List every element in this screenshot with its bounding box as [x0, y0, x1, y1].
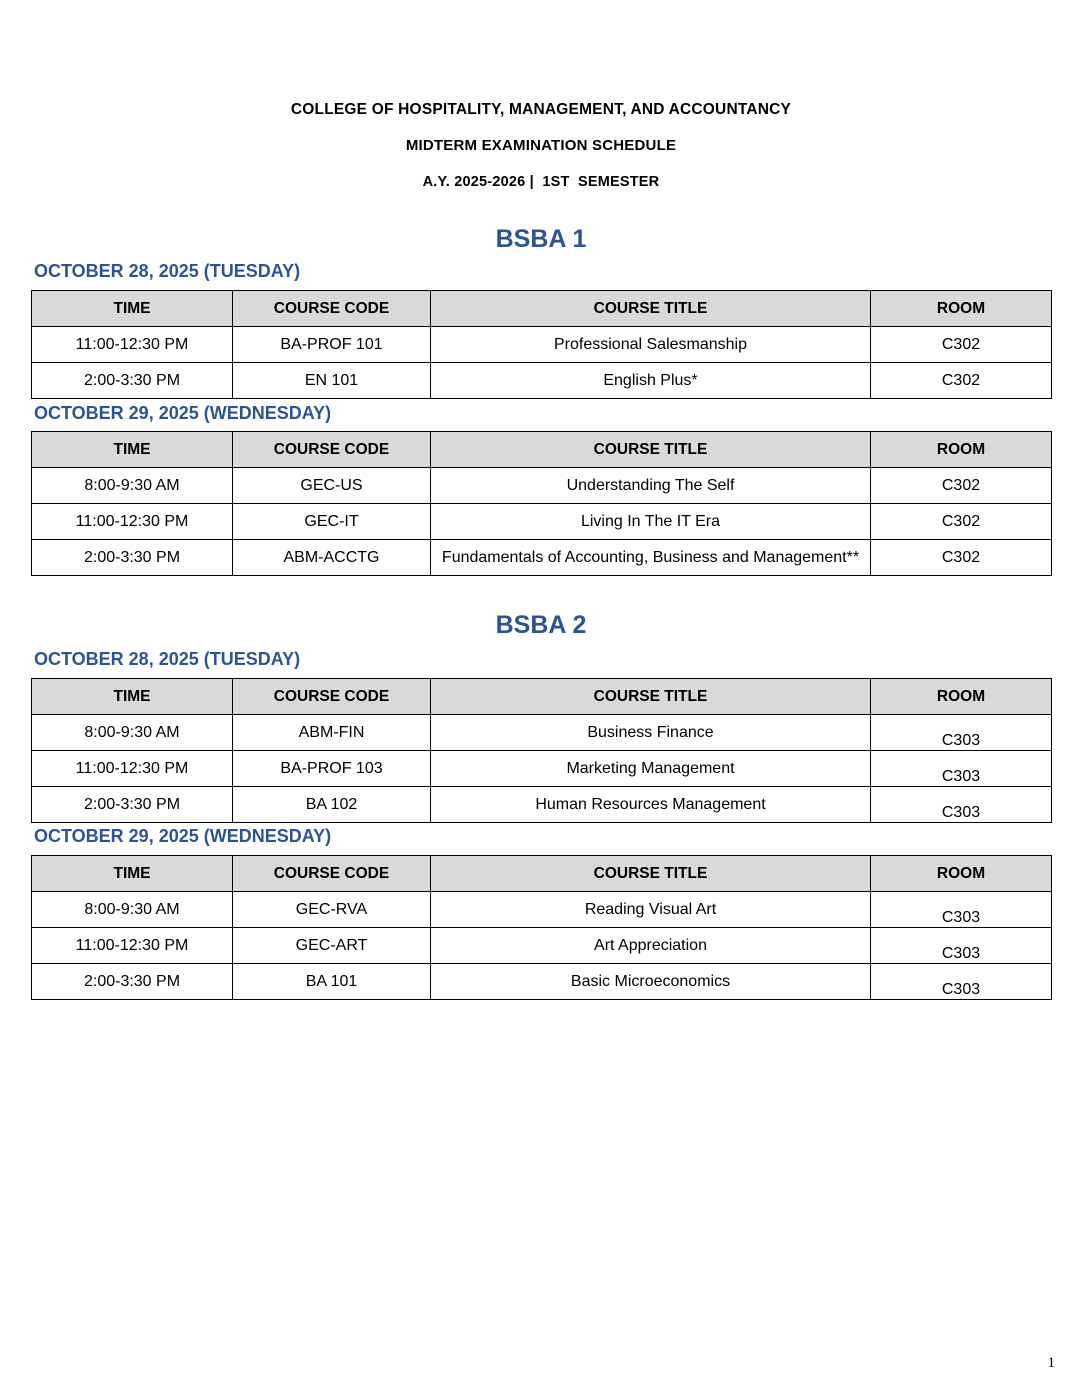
table-header-row	[32, 679, 1052, 715]
column-header-room: ROOM	[871, 432, 1052, 468]
cell-room: C302	[871, 468, 1052, 504]
schedule-table	[31, 290, 1052, 399]
cell-course-code: ABM-ACCTG	[233, 540, 431, 576]
cell-course-code: BA 102	[233, 787, 431, 823]
date-heading-bsba2-day2: OCTOBER 29, 2025 (WEDNESDAY)	[34, 826, 332, 846]
cell-course-code: GEC-ART	[233, 928, 431, 964]
cell-room: C302	[871, 363, 1052, 399]
cell-course-code: EN 101	[233, 363, 431, 399]
schedule-table	[31, 855, 1052, 1000]
column-header-room: ROOM	[871, 856, 1052, 892]
college-name: COLLEGE OF HOSPITALITY, MANAGEMENT, AND ACCOUNTANCY	[290, 101, 792, 118]
table-row	[32, 327, 1052, 363]
cell-course-title: Business Finance	[431, 715, 871, 751]
cell-room: C302	[871, 504, 1052, 540]
cell-room: C302	[871, 540, 1052, 576]
table-row	[32, 504, 1052, 540]
table-row	[32, 964, 1052, 1000]
cell-course-code: GEC-US	[233, 468, 431, 504]
cell-time: 11:00-12:30 PM	[32, 751, 233, 787]
date-heading-bsba2-day1: OCTOBER 28, 2025 (TUESDAY)	[34, 649, 301, 669]
table-header-row	[32, 856, 1052, 892]
cell-course-title: Basic Microeconomics	[431, 964, 871, 1000]
document-subtitle: MIDTERM EXAMINATION SCHEDULE	[405, 137, 677, 154]
column-header-course-code: COURSE CODE	[233, 291, 431, 327]
column-header-course-title: COURSE TITLE	[431, 856, 871, 892]
document-header	[0, 100, 1082, 192]
cell-course-title: Reading Visual Art	[431, 892, 871, 928]
cell-room: C302	[871, 327, 1052, 363]
cell-course-title: Fundamentals of Accounting, Business and Management**	[431, 540, 871, 576]
cell-room: C303	[871, 892, 1052, 928]
cell-course-title: Living In The IT Era	[431, 504, 871, 540]
column-header-time: TIME	[32, 856, 233, 892]
cell-course-code: BA-PROF 101	[233, 327, 431, 363]
column-header-time: TIME	[32, 291, 233, 327]
cell-course-title: Professional Salesmanship	[431, 327, 871, 363]
column-header-room: ROOM	[871, 679, 1052, 715]
table-row	[32, 928, 1052, 964]
table-header-row	[32, 432, 1052, 468]
cell-course-title: Art Appreciation	[431, 928, 871, 964]
cell-course-title: English Plus*	[431, 363, 871, 399]
schedule-table-bsba2-day1-wrap	[0, 678, 1082, 823]
cell-course-code: ABM-FIN	[233, 715, 431, 751]
cell-course-code: GEC-RVA	[233, 892, 431, 928]
schedule-table	[31, 431, 1052, 576]
cell-room: C303	[871, 964, 1052, 1000]
cell-time: 8:00-9:30 AM	[32, 892, 233, 928]
date-heading-bsba1-day2: OCTOBER 29, 2025 (WEDNESDAY)	[34, 403, 332, 423]
cell-time: 8:00-9:30 AM	[32, 468, 233, 504]
cell-time: 2:00-3:30 PM	[32, 787, 233, 823]
cell-course-code: BA-PROF 103	[233, 751, 431, 787]
column-header-course-title: COURSE TITLE	[431, 679, 871, 715]
schedule-table-bsba2-day2-wrap	[0, 855, 1082, 1000]
cell-course-code: BA 101	[233, 964, 431, 1000]
cell-time: 2:00-3:30 PM	[32, 964, 233, 1000]
date-heading-bsba1-day1: OCTOBER 28, 2025 (TUESDAY)	[34, 261, 301, 281]
cell-room: C303	[871, 787, 1052, 823]
schedule-table	[31, 678, 1052, 823]
cell-time: 2:00-3:30 PM	[32, 363, 233, 399]
cell-course-title: Human Resources Management	[431, 787, 871, 823]
table-row	[32, 468, 1052, 504]
table-row	[32, 892, 1052, 928]
cell-room: C303	[871, 715, 1052, 751]
cell-time: 11:00-12:30 PM	[32, 504, 233, 540]
table-row	[32, 751, 1052, 787]
table-row	[32, 363, 1052, 399]
table-row	[32, 787, 1052, 823]
table-row	[32, 715, 1052, 751]
table-row	[32, 540, 1052, 576]
academic-year-semester: A.Y. 2025-2026 | 1ST SEMESTER	[422, 174, 660, 190]
cell-course-code: GEC-IT	[233, 504, 431, 540]
column-header-course-code: COURSE CODE	[233, 432, 431, 468]
table-header-row	[32, 291, 1052, 327]
page-number: 1	[1047, 1355, 1055, 1371]
cell-time: 11:00-12:30 PM	[32, 327, 233, 363]
cell-time: 11:00-12:30 PM	[32, 928, 233, 964]
program-title-bsba-2: BSBA 2	[495, 611, 587, 639]
column-header-course-code: COURSE CODE	[233, 679, 431, 715]
cell-room: C303	[871, 751, 1052, 787]
column-header-course-title: COURSE TITLE	[431, 432, 871, 468]
column-header-room: ROOM	[871, 291, 1052, 327]
program-title-bsba-1: BSBA 1	[495, 225, 587, 253]
column-header-course-title: COURSE TITLE	[431, 291, 871, 327]
schedule-table-bsba1-day1-wrap	[0, 290, 1082, 399]
column-header-time: TIME	[32, 679, 233, 715]
column-header-course-code: COURSE CODE	[233, 856, 431, 892]
cell-time: 2:00-3:30 PM	[32, 540, 233, 576]
cell-course-title: Understanding The Self	[431, 468, 871, 504]
schedule-table-bsba1-day2-wrap	[0, 431, 1082, 576]
cell-room: C303	[871, 928, 1052, 964]
cell-course-title: Marketing Management	[431, 751, 871, 787]
column-header-time: TIME	[32, 432, 233, 468]
cell-time: 8:00-9:30 AM	[32, 715, 233, 751]
